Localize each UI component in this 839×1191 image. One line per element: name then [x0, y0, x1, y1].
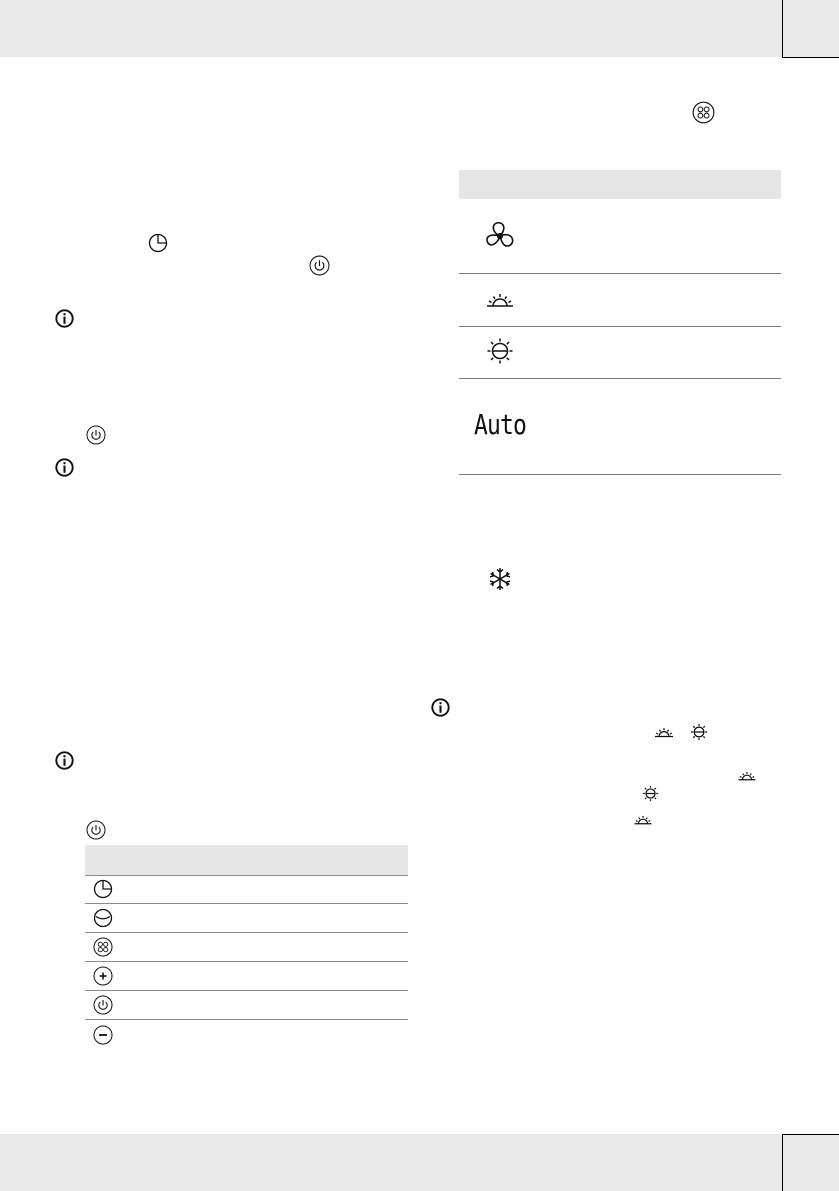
table-rule [459, 273, 781, 274]
power-icon [93, 995, 113, 1015]
crop-mark [782, 57, 839, 58]
crop-mark [782, 0, 783, 57]
mode-icon [692, 101, 715, 124]
table-rule [85, 990, 408, 991]
oscillation-icon [93, 908, 113, 928]
crop-mark [782, 1134, 783, 1191]
high-heat-icon [642, 785, 659, 802]
table-rule [85, 961, 408, 962]
power-icon [309, 255, 330, 276]
timer-icon [93, 879, 113, 899]
snowflake-icon [487, 566, 513, 592]
fan-mode-icon [484, 220, 516, 252]
modes-table-header [459, 170, 781, 199]
page-footer-band [0, 1134, 839, 1191]
mode-icon [93, 937, 113, 957]
auto-mode-label: Auto [474, 408, 527, 441]
plus-icon [93, 966, 113, 986]
high-heat-icon [486, 337, 514, 365]
table-rule [459, 326, 781, 327]
table-rule [85, 903, 408, 904]
minus-icon [93, 1025, 113, 1045]
low-heat-icon [633, 814, 653, 827]
table-rule [85, 932, 408, 933]
timer-icon [148, 233, 168, 253]
low-heat-icon [737, 770, 757, 783]
power-icon [86, 820, 106, 840]
info-icon [55, 458, 74, 477]
page-header-band [0, 0, 839, 57]
table-rule [459, 474, 781, 475]
crop-mark [782, 1134, 839, 1135]
buttons-table-header [85, 845, 408, 875]
info-icon [55, 309, 74, 328]
table-rule [459, 378, 781, 379]
info-icon [55, 751, 74, 770]
info-icon [431, 698, 450, 717]
table-rule [85, 1019, 408, 1020]
power-icon [86, 425, 106, 445]
table-rule [85, 875, 408, 876]
low-heat-icon [653, 726, 675, 740]
low-heat-icon [485, 291, 515, 311]
high-heat-icon [690, 723, 708, 741]
